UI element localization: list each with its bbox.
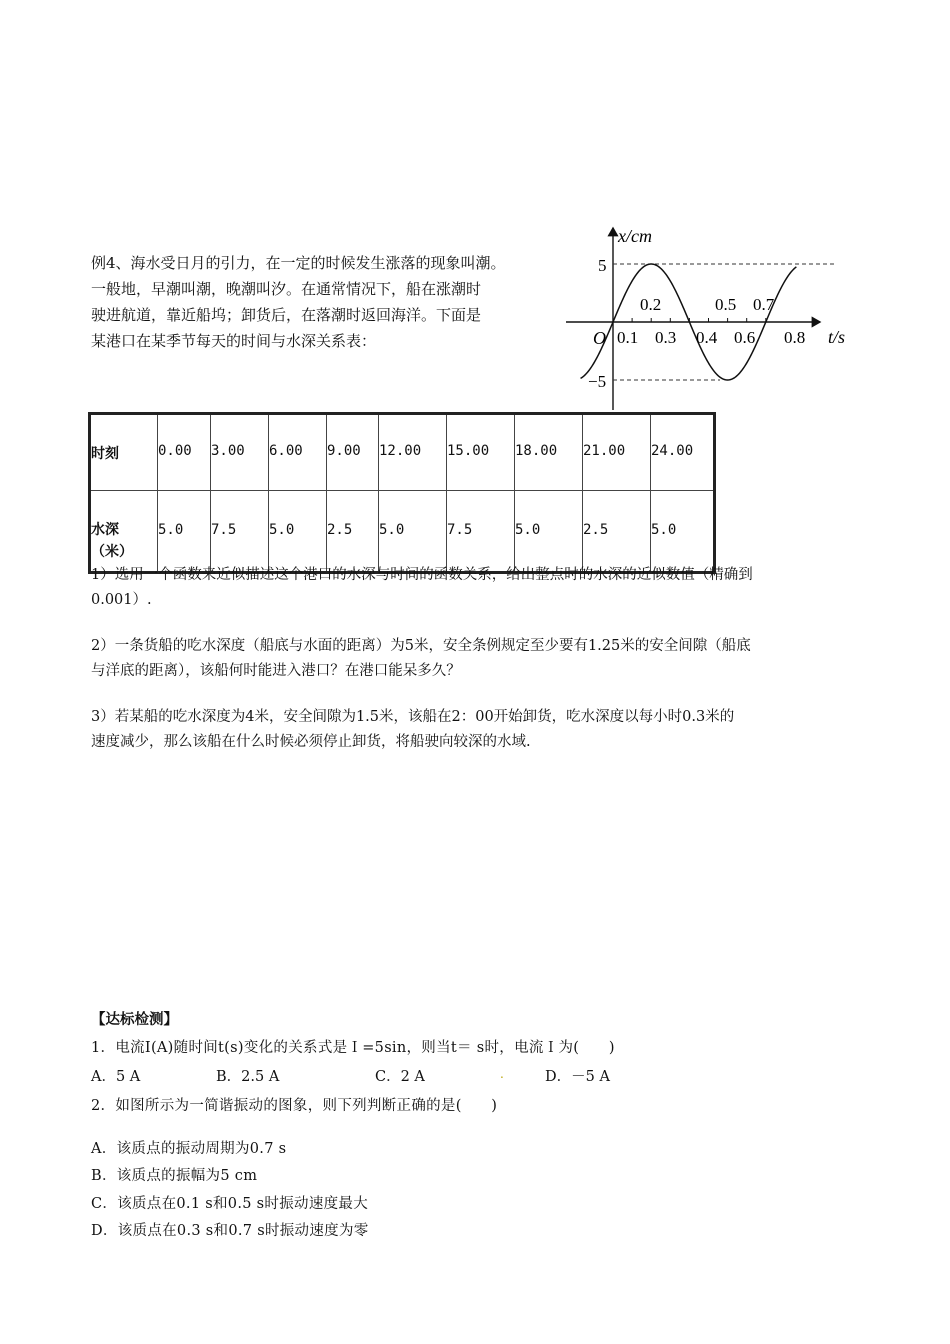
table-cell: 0.00 — [158, 414, 211, 491]
x-tick-0.4: 0.4 — [696, 328, 718, 347]
x-tick-0.3: 0.3 — [655, 328, 677, 347]
question-3 — [91, 705, 734, 755]
question-line: 与洋底的距离），该船何时能进入港口？在港口能呆多久？ — [91, 663, 461, 679]
stray-mark: . — [500, 1067, 504, 1081]
table-cell: 21.00 — [583, 414, 651, 491]
p2-option-b: B．该质点的振幅为5 cm — [91, 1168, 258, 1184]
table-cell: 15.00 — [447, 414, 515, 491]
table-cell: 5.0 — [515, 491, 583, 573]
table-cell: 6.00 — [269, 414, 327, 491]
p2-option-d: D．该质点在0.3 s和0.7 s时振动速度为零 — [91, 1223, 369, 1239]
intro-line: 某港口在某季节每天的时间与水深关系表： — [91, 332, 377, 350]
table-cell: 2.5 — [583, 491, 651, 573]
section-heading: 【达标检测】 — [91, 1012, 178, 1028]
p1-option-b: B．2.5 A — [216, 1069, 280, 1085]
problem-1: 1．电流Ⅰ(A)随时间t(s)变化的关系式是Ｉ=5sin，则当t＝ s时，电流Ｉ为( ) — [91, 1040, 615, 1056]
x-axis-label: x/cm — [618, 226, 652, 246]
question-1 — [91, 563, 753, 613]
table-cell: 7.5 — [211, 491, 269, 573]
x-tick-0.7: 0.7 — [753, 295, 775, 314]
table-cell: 12.00 — [379, 414, 447, 491]
table-cell: 5.0 — [379, 491, 447, 573]
intro-line: 驶进航道，靠近船坞；卸货后，在落潮时返回海洋。下面是 — [91, 306, 482, 324]
question-line: 0.001）. — [91, 592, 152, 608]
x-tick-0.8: 0.8 — [784, 328, 806, 347]
table-cell: 5.0 — [269, 491, 327, 573]
question-line: 3）若某船的吃水深度为4米，安全间隙为1.5米，该船在2：00开始卸货，吃水深度以每小时0.3米的 — [91, 709, 735, 725]
p2-option-a: A．该质点的振动周期为0.7 s — [91, 1141, 287, 1157]
origin-label: O — [593, 328, 606, 348]
tide-table — [88, 412, 716, 574]
p1-option-a: A．5 A — [91, 1069, 141, 1085]
row-label-depth — [90, 491, 158, 573]
table-cell: 24.00 — [651, 414, 715, 491]
x-tick-0.2: 0.2 — [640, 295, 662, 314]
vibration-graph — [560, 222, 860, 417]
intro-line: 例4、海水受日月的引力，在一定的时候发生涨落的现象叫潮。 — [91, 254, 506, 272]
x-tick-0.6: 0.6 — [734, 328, 756, 347]
table-cell: 5.0 — [158, 491, 211, 573]
y-tick-neg5: −5 — [588, 372, 607, 391]
table-cell: 7.5 — [447, 491, 515, 573]
table-cell: 18.00 — [515, 414, 583, 491]
row-label-time: 时刻 — [90, 414, 158, 491]
question-2 — [91, 634, 751, 684]
example-4-intro — [91, 250, 556, 354]
intro-line: 一般地，早潮叫潮，晚潮叫汐。在通常情况下，船在涨潮时 — [91, 280, 482, 298]
table-cell: 5.0 — [651, 491, 715, 573]
p1-option-d: D．－5 A — [545, 1069, 610, 1085]
question-line: 2）一条货船的吃水深度（船底与水面的距离）为5米，安全条例规定至少要有1.25米的安全间隙（船底 — [91, 638, 751, 654]
table-cell: 3.00 — [211, 414, 269, 491]
problem-2: 2．如图所示为一简谐振动的图象，则下列判断正确的是( ) — [91, 1098, 498, 1114]
depth-label: 水深 — [91, 522, 119, 538]
depth-unit: （米） — [91, 544, 133, 560]
table-cell: 2.5 — [327, 491, 379, 573]
table-row-time — [90, 414, 715, 491]
question-line: 速度减少，那么该船在什么时候必须停止卸货，将船驶向较深的水域. — [91, 734, 531, 750]
question-line: 1）选用一个函数来近似描述这个港口的水深与时间的函数关系，给出整点时的水深的近似数值（精确到 — [91, 567, 753, 583]
x-tick-0.5: 0.5 — [715, 295, 737, 314]
table-row-depth — [90, 491, 715, 573]
p1-option-c: C．2 A — [375, 1069, 425, 1085]
p2-option-c: C．该质点在0.1 s和0.5 s时振动速度最大 — [91, 1196, 369, 1212]
y-tick-5: 5 — [598, 256, 607, 275]
table-cell: 9.00 — [327, 414, 379, 491]
t-axis-label: t/s — [828, 327, 846, 347]
x-tick-0.1: 0.1 — [617, 328, 639, 347]
